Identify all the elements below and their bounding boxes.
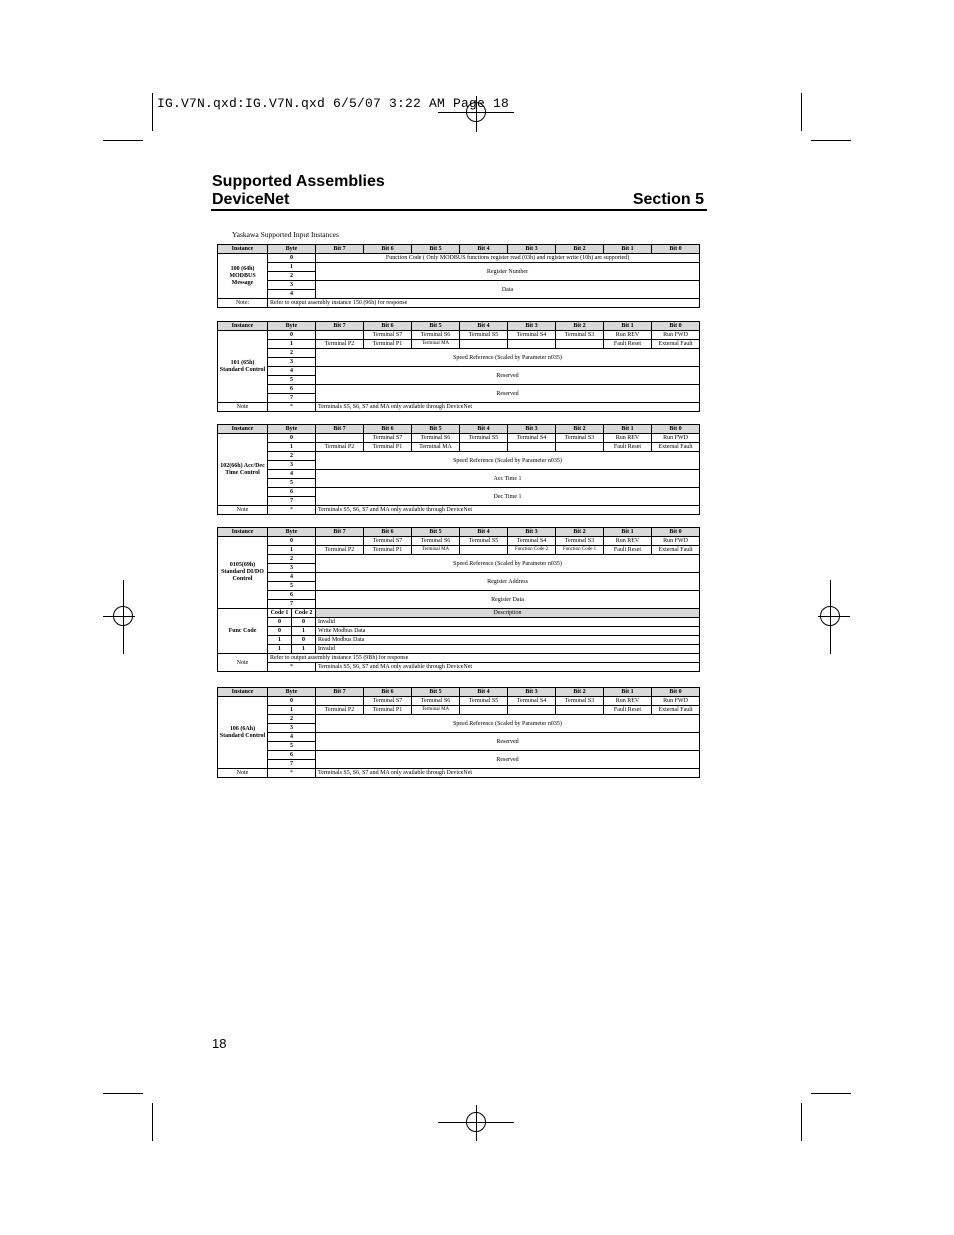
bit-cell: Run REV xyxy=(604,697,652,706)
bit-cell: Terminal P2 xyxy=(316,546,364,555)
col-bit6: Bit 6 xyxy=(364,425,412,434)
byte-cell: 1 xyxy=(268,443,316,452)
bit-cell: Terminal S6 xyxy=(412,697,460,706)
bit-cell: Terminal MA xyxy=(412,340,460,349)
note-text: Refer to output assembly instance 150 (96h) for response xyxy=(268,299,700,308)
bit-cell: Function Code 1 xyxy=(556,546,604,555)
bit-cell: Terminal S7 xyxy=(364,537,412,546)
instance-label: 0105(69h) Standard DI/DO Control xyxy=(218,537,268,609)
col-bit7: Bit 7 xyxy=(316,425,364,434)
bit-cell xyxy=(460,443,508,452)
table-row xyxy=(218,470,700,479)
assembly-table-102 xyxy=(217,424,700,515)
col-bit4: Bit 4 xyxy=(460,322,508,331)
bit-cell: Terminal S4 xyxy=(508,537,556,546)
byte-cell: 5 xyxy=(268,376,316,385)
crop-mark xyxy=(103,140,143,141)
bit-cell xyxy=(316,434,364,443)
code1-cell: 0 xyxy=(268,627,292,636)
code2-cell: 1 xyxy=(292,627,316,636)
bit-cell: External Fault xyxy=(652,546,700,555)
bit-cell: Terminal P1 xyxy=(364,546,412,555)
col-bit4: Bit 4 xyxy=(460,245,508,254)
instance-label: 106 (6Ah) Standard Control xyxy=(218,697,268,769)
description-cell: Read Modbus Data xyxy=(316,636,700,645)
note-star: * xyxy=(268,506,316,515)
bit-cell xyxy=(556,340,604,349)
col-instance: Instance xyxy=(218,425,268,434)
register-number-cell: Register Number xyxy=(316,263,700,281)
table-row xyxy=(218,385,700,394)
table-row xyxy=(218,263,700,272)
code1-cell: 1 xyxy=(268,636,292,645)
byte-cell: 0 xyxy=(268,331,316,340)
col-bit6: Bit 6 xyxy=(364,688,412,697)
page-title xyxy=(212,173,385,209)
bit-cell: Terminal S4 xyxy=(508,697,556,706)
description-header: Description xyxy=(316,609,700,618)
col-bit3: Bit 3 xyxy=(508,688,556,697)
byte-cell: 1 xyxy=(268,706,316,715)
byte-cell: 0 xyxy=(268,434,316,443)
code1-cell: 1 xyxy=(268,645,292,654)
bit-cell: Terminal S3 xyxy=(556,537,604,546)
byte-cell: 1 xyxy=(268,263,316,272)
table-row xyxy=(218,434,700,443)
col-bit6: Bit 6 xyxy=(364,322,412,331)
bit-cell: Run FWD xyxy=(652,697,700,706)
bit-cell: Terminal P1 xyxy=(364,706,412,715)
bit-cell: Run REV xyxy=(604,331,652,340)
description-cell: Invalid xyxy=(316,645,700,654)
col-instance: Instance xyxy=(218,688,268,697)
bit-cell: Terminal S6 xyxy=(412,331,460,340)
table-row xyxy=(218,733,700,742)
note-row xyxy=(218,299,700,308)
code1-header: Code 1 xyxy=(268,609,292,618)
note-row xyxy=(218,506,700,515)
crop-mark xyxy=(152,93,153,131)
note-label: Note xyxy=(218,769,268,778)
col-byte: Byte xyxy=(268,425,316,434)
speed-reference-cell: Speed Reference (Scaled by Parameter n035) xyxy=(316,452,700,470)
bit-cell: Terminal S4 xyxy=(508,434,556,443)
byte-cell: 7 xyxy=(268,760,316,769)
dec-time-cell: Dec Time 1 xyxy=(316,488,700,506)
function-code-cell: Function Code ( Only MODBUS functions register read (03h) and register write (10h) are supported) xyxy=(316,254,700,263)
col-bit0: Bit 0 xyxy=(652,322,700,331)
byte-cell: 1 xyxy=(268,546,316,555)
bit-cell: Terminal P1 xyxy=(364,443,412,452)
table-header-row xyxy=(218,425,700,434)
bit-cell: Terminal S6 xyxy=(412,434,460,443)
col-bit4: Bit 4 xyxy=(460,425,508,434)
bit-cell xyxy=(508,340,556,349)
col-bit0: Bit 0 xyxy=(652,528,700,537)
col-bit3: Bit 3 xyxy=(508,322,556,331)
col-bit0: Bit 0 xyxy=(652,245,700,254)
note-label: Note xyxy=(218,654,268,672)
bit-cell: Terminal S6 xyxy=(412,537,460,546)
col-bit3: Bit 3 xyxy=(508,245,556,254)
crop-mark xyxy=(103,1093,143,1094)
bit-cell: Terminal S3 xyxy=(556,697,604,706)
bit-cell: External Fault xyxy=(652,443,700,452)
page-number: 18 xyxy=(212,1036,227,1051)
section-label: Section 5 xyxy=(632,191,704,208)
instance-label: 100 (64h) MODBUS Message xyxy=(218,254,268,299)
col-bit2: Bit 2 xyxy=(556,245,604,254)
func-code-row xyxy=(218,636,700,645)
byte-cell: 6 xyxy=(268,488,316,497)
note-text: Terminals S5, S6, S7 and MA only available through DeviceNet xyxy=(316,403,700,412)
table-row xyxy=(218,573,700,582)
col-byte: Byte xyxy=(268,528,316,537)
table-row xyxy=(218,340,700,349)
print-slug: IG.V7N.qxd:IG.V7N.qxd 6/5/07 3:22 AM Page 18 xyxy=(157,96,510,111)
func-code-header-row xyxy=(218,609,700,618)
table-header-row xyxy=(218,688,700,697)
bit-cell: Run REV xyxy=(604,537,652,546)
func-code-row xyxy=(218,618,700,627)
bit-cell: Terminal S4 xyxy=(508,331,556,340)
bit-cell: Terminal S7 xyxy=(364,331,412,340)
code2-header: Code 2 xyxy=(292,609,316,618)
assembly-table-105 xyxy=(217,527,700,672)
description-cell: Invalid xyxy=(316,618,700,627)
col-bit1: Bit 1 xyxy=(604,528,652,537)
description-cell: Write Modbus Data xyxy=(316,627,700,636)
bit-cell: Terminal S5 xyxy=(460,537,508,546)
col-bit5: Bit 5 xyxy=(412,425,460,434)
registration-mark xyxy=(113,606,133,626)
col-bit7: Bit 7 xyxy=(316,245,364,254)
bit-cell xyxy=(460,546,508,555)
col-instance: Instance xyxy=(218,528,268,537)
col-bit3: Bit 3 xyxy=(508,528,556,537)
bit-cell: Terminal P2 xyxy=(316,443,364,452)
table-header-row xyxy=(218,322,700,331)
bit-cell: Fault Reset xyxy=(604,340,652,349)
bit-cell: Run FWD xyxy=(652,434,700,443)
col-bit5: Bit 5 xyxy=(412,322,460,331)
table-row xyxy=(218,349,700,358)
table-row xyxy=(218,546,700,555)
byte-cell: 2 xyxy=(268,555,316,564)
col-bit5: Bit 5 xyxy=(412,528,460,537)
code2-cell: 1 xyxy=(292,645,316,654)
bit-cell: Function Code 2 xyxy=(508,546,556,555)
byte-cell: 6 xyxy=(268,591,316,600)
col-bit2: Bit 2 xyxy=(556,322,604,331)
speed-reference-cell: Speed Reference (Scaled by Parameter n035) xyxy=(316,715,700,733)
bit-cell: Terminal S3 xyxy=(556,434,604,443)
assembly-table-100 xyxy=(217,244,700,308)
col-bit7: Bit 7 xyxy=(316,322,364,331)
bit-cell: Terminal P1 xyxy=(364,340,412,349)
func-code-row xyxy=(218,645,700,654)
table-row xyxy=(218,751,700,760)
code2-cell: 0 xyxy=(292,636,316,645)
col-instance: Instance xyxy=(218,245,268,254)
byte-cell: 4 xyxy=(268,367,316,376)
table-row xyxy=(218,591,700,600)
reserved-cell: Reserved xyxy=(316,751,700,769)
col-bit2: Bit 2 xyxy=(556,425,604,434)
table-header-row xyxy=(218,245,700,254)
byte-cell: 2 xyxy=(268,349,316,358)
bit-cell xyxy=(460,340,508,349)
note-text: Terminals S5, S6, S7 and MA only available through DeviceNet xyxy=(316,769,700,778)
func-code-row xyxy=(218,627,700,636)
bit-cell: Run FWD xyxy=(652,537,700,546)
col-byte: Byte xyxy=(268,688,316,697)
byte-cell: 2 xyxy=(268,715,316,724)
byte-cell: 7 xyxy=(268,497,316,506)
reserved-cell: Reserved xyxy=(316,385,700,403)
bit-cell xyxy=(508,443,556,452)
note-row xyxy=(218,663,700,672)
crop-mark xyxy=(801,1103,802,1141)
byte-cell: 4 xyxy=(268,573,316,582)
bit-cell: Terminal S5 xyxy=(460,434,508,443)
register-data-cell: Register Data xyxy=(316,591,700,609)
bit-cell: Fault Reset xyxy=(604,443,652,452)
table-row xyxy=(218,555,700,564)
col-bit2: Bit 2 xyxy=(556,528,604,537)
col-bit4: Bit 4 xyxy=(460,688,508,697)
table-row xyxy=(218,706,700,715)
bit-cell xyxy=(316,537,364,546)
table-header-row xyxy=(218,528,700,537)
byte-cell: 3 xyxy=(268,461,316,470)
table-row xyxy=(218,254,700,263)
note-text: Terminals S5, S6, S7 and MA only available through DeviceNet xyxy=(316,663,700,672)
table-caption: Yaskawa Supported Input Instances xyxy=(232,230,339,239)
speed-reference-cell: Speed Reference (Scaled by Parameter n035) xyxy=(316,555,700,573)
bit-cell: Terminal MA xyxy=(412,546,460,555)
byte-cell: 2 xyxy=(268,272,316,281)
byte-cell: 0 xyxy=(268,697,316,706)
col-bit0: Bit 0 xyxy=(652,425,700,434)
bit-cell: External Fault xyxy=(652,340,700,349)
bit-cell: Run REV xyxy=(604,434,652,443)
col-instance: Instance xyxy=(218,322,268,331)
byte-cell: 5 xyxy=(268,582,316,591)
code1-cell: 0 xyxy=(268,618,292,627)
crop-mark xyxy=(801,93,802,131)
col-bit5: Bit 5 xyxy=(412,245,460,254)
note-row xyxy=(218,654,700,663)
col-bit1: Bit 1 xyxy=(604,245,652,254)
bit-cell: Terminal MA xyxy=(412,706,460,715)
bit-cell: Terminal S7 xyxy=(364,434,412,443)
crop-mark xyxy=(811,1093,851,1094)
bit-cell xyxy=(508,706,556,715)
bit-cell: Terminal P2 xyxy=(316,340,364,349)
note-label: Note: xyxy=(218,299,268,308)
table-row xyxy=(218,443,700,452)
col-bit7: Bit 7 xyxy=(316,688,364,697)
bit-cell: Run FWD xyxy=(652,331,700,340)
speed-reference-cell: Speed Reference (Scaled by Parameter n035) xyxy=(316,349,700,367)
acc-time-cell: Acc Time 1 xyxy=(316,470,700,488)
bit-cell: Terminal S5 xyxy=(460,331,508,340)
table-row xyxy=(218,537,700,546)
note-star: * xyxy=(268,403,316,412)
func-code-label: Func Code xyxy=(218,609,268,654)
byte-cell: 0 xyxy=(268,537,316,546)
table-row xyxy=(218,452,700,461)
bit-cell xyxy=(556,706,604,715)
note-label: Note xyxy=(218,403,268,412)
reserved-cell: Reserved xyxy=(316,733,700,751)
bit-cell: External Fault xyxy=(652,706,700,715)
byte-cell: 5 xyxy=(268,479,316,488)
note-star: * xyxy=(268,769,316,778)
assembly-table-106 xyxy=(217,687,700,778)
title-line-2: DeviceNet xyxy=(212,191,290,208)
byte-cell: 3 xyxy=(268,564,316,573)
bit-cell xyxy=(556,443,604,452)
col-bit0: Bit 0 xyxy=(652,688,700,697)
col-bit1: Bit 1 xyxy=(604,688,652,697)
col-bit6: Bit 6 xyxy=(364,528,412,537)
register-address-cell: Register Address xyxy=(316,573,700,591)
byte-cell: 3 xyxy=(268,281,316,290)
note-label: Note xyxy=(218,506,268,515)
col-byte: Byte xyxy=(268,245,316,254)
bit-cell xyxy=(460,706,508,715)
table-row xyxy=(218,715,700,724)
byte-cell: 6 xyxy=(268,385,316,394)
bit-cell: Terminal S7 xyxy=(364,697,412,706)
col-bit1: Bit 1 xyxy=(604,322,652,331)
byte-cell: 3 xyxy=(268,724,316,733)
table-row xyxy=(218,367,700,376)
code2-cell: 0 xyxy=(292,618,316,627)
bit-cell: Fault Reset xyxy=(604,546,652,555)
note-star: * xyxy=(268,663,316,672)
registration-mark xyxy=(466,1112,486,1132)
col-bit6: Bit 6 xyxy=(364,245,412,254)
col-bit5: Bit 5 xyxy=(412,688,460,697)
byte-cell: 4 xyxy=(268,290,316,299)
bit-cell: Terminal S3 xyxy=(556,331,604,340)
bit-cell: Terminal P2 xyxy=(316,706,364,715)
byte-cell: 0 xyxy=(268,254,316,263)
data-cell: Data xyxy=(316,281,700,299)
byte-cell: 4 xyxy=(268,470,316,479)
bit-cell xyxy=(316,697,364,706)
instance-label: 102(66h) Acc/Dec Time Control xyxy=(218,434,268,506)
note-row xyxy=(218,403,700,412)
title-line-1: Supported Assemblies xyxy=(212,173,385,190)
bit-cell: Terminal MA xyxy=(412,443,460,452)
byte-cell: 4 xyxy=(268,733,316,742)
note-text: Refer to output assembly instance 155 (9Bh) for response xyxy=(268,654,700,663)
bit-cell: Fault Reset xyxy=(604,706,652,715)
table-row xyxy=(218,697,700,706)
byte-cell: 1 xyxy=(268,340,316,349)
byte-cell: 6 xyxy=(268,751,316,760)
assembly-table-101 xyxy=(217,321,700,412)
note-row xyxy=(218,769,700,778)
bit-cell xyxy=(316,331,364,340)
table-row xyxy=(218,488,700,497)
crop-mark xyxy=(811,140,851,141)
col-byte: Byte xyxy=(268,322,316,331)
header-rule xyxy=(211,209,707,211)
byte-cell: 7 xyxy=(268,394,316,403)
col-bit4: Bit 4 xyxy=(460,528,508,537)
registration-mark xyxy=(820,606,840,626)
byte-cell: 5 xyxy=(268,742,316,751)
col-bit1: Bit 1 xyxy=(604,425,652,434)
byte-cell: 3 xyxy=(268,358,316,367)
col-bit7: Bit 7 xyxy=(316,528,364,537)
bit-cell: Terminal S5 xyxy=(460,697,508,706)
table-row xyxy=(218,281,700,290)
byte-cell: 7 xyxy=(268,600,316,609)
byte-cell: 2 xyxy=(268,452,316,461)
crop-mark xyxy=(152,1103,153,1141)
note-text: Terminals S5, S6, S7 and MA only available through DeviceNet xyxy=(316,506,700,515)
col-bit3: Bit 3 xyxy=(508,425,556,434)
instance-label: 101 (65h) Standard Control xyxy=(218,331,268,403)
table-row xyxy=(218,331,700,340)
col-bit2: Bit 2 xyxy=(556,688,604,697)
reserved-cell: Reserved xyxy=(316,367,700,385)
